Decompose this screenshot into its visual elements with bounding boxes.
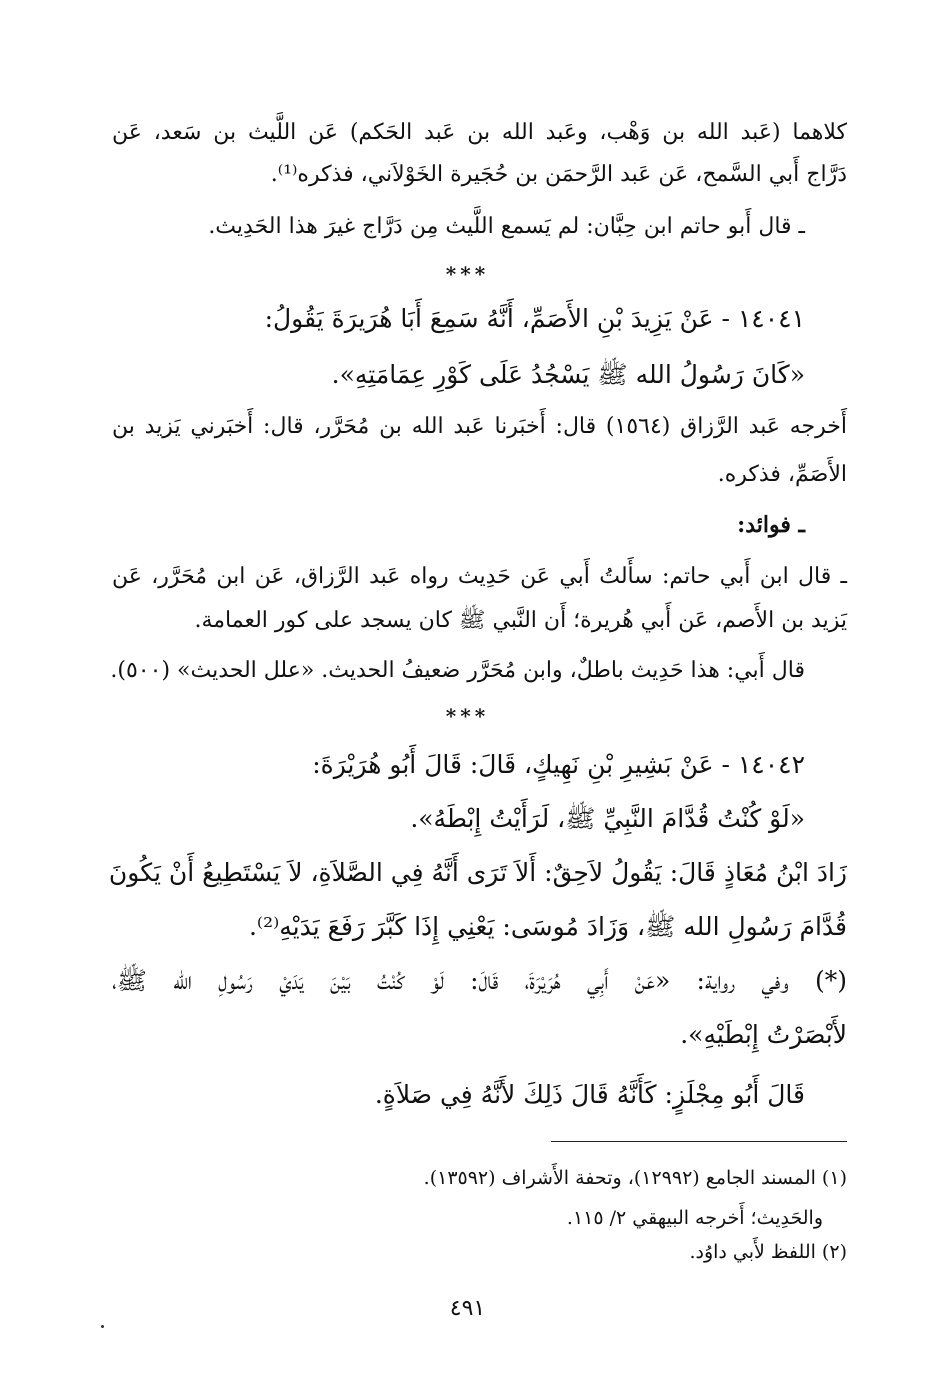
- hadith-title: ١٤٠٤٢ - عَنْ بَشِيرِ بْنِ نَهِيكٍ، قَالَ: قَالَ أَبُو هُرَيْرَةَ:: [312, 750, 805, 779]
- body-line: يَزيد بن الأَصم، عَن أَبي هُريرة؛ أَن النَّبي ﷺ كان يسجد على كور العمامة.: [194, 608, 847, 633]
- scan-speck: [101, 1325, 104, 1328]
- body-line: دَرَّاج أَبي السَّمح، عَن عَبد الرَّحمَن بن حُجَيرة الخَوْلاَني، فذكره⁽¹⁾.: [270, 162, 847, 187]
- footnote: (٢) اللفظ لأَبي داوُد.: [689, 1241, 847, 1263]
- body-line: ـ قال ابن أَبي حاتم: سأَلتُ أَبي عَن حَدِيث رواه عَبد الرَّزاق، عَن ابن مُحَرَّر، عَن: [112, 564, 847, 589]
- hadith-text: لأَبْصَرْتُ إِبْطَيْهِ».: [680, 1020, 847, 1049]
- section-separator: ***: [445, 262, 490, 286]
- body-line: كلاهما (عَبد الله بن وَهْب، وعَبد الله بن عَبد الحَكم) عَن اللَّيث بن سَعد، عَن: [112, 120, 847, 145]
- body-line: أَخرجه عَبد الرَّزاق (١٥٦٤) قال: أَخبَرنا عَبد الله بن مُحَرَّر، قال: أَخبَرني يَزيد بن: [112, 414, 847, 439]
- section-separator: ***: [445, 704, 490, 728]
- body-line: قال أَبي: هذا حَدِيث باطلٌ، وابن مُحَرَّر ضعيفُ الحديث. «علل الحديث» (٥٠٠).: [110, 658, 805, 683]
- body-line: ـ قال أَبو حاتم ابن حِبَّان: لم يَسمع اللَّيث مِن دَرَّاج غيرَ هذا الحَدِيث.: [208, 214, 805, 239]
- hadith-text: (*) وفي رواية: «عَنْ أَبِي هُرَيْرَةَ، قَالَ: لَوْ كُنْتُ بَيْنَ يَدَيْ رَسُولِ الله ﷺ،: [112, 966, 847, 995]
- hadith-text: «لَوْ كُنْتُ قُدَّامَ النَّبِيِّ ﷺ، لَرَأَيْتُ إِبْطَهُ».: [410, 804, 805, 833]
- footnote: والحَدِيث؛ أَخرجه البيهقي ٢/ ١١٥.: [566, 1207, 823, 1229]
- hadith-text: قُدَّامَ رَسُولِ الله ﷺ، وَزَادَ مُوسَى: يَعْنِي إِذَا كَبَّرَ رَفَعَ يَدَيْهِ⁽²⁾.: [248, 912, 847, 941]
- hadith-text: زَادَ ابْنُ مُعَاذٍ قَالَ: يَقُولُ لاَحِقٌ: أَلاَ تَرَى أَنَّهُ فِي الصَّلاَةِ، لاَ يَسْتَطِيعُ أَنْ يَكُونَ: [108, 858, 847, 887]
- hadith-text: «كَانَ رَسُولُ الله ﷺ يَسْجُدُ عَلَى كَوْرِ عِمَامَتِهِ».: [331, 360, 805, 389]
- page-number: ٤٩١: [449, 1296, 486, 1321]
- section-heading: ـ فوائد:: [737, 512, 805, 538]
- footnote-separator: [551, 1141, 847, 1142]
- body-line: الأَصَمِّ، فذكره.: [717, 462, 847, 487]
- hadith-title: ١٤٠٤١ - عَنْ يَزِيدَ بْنِ الأَصَمِّ، أَنَّهُ سَمِعَ أَبَا هُرَيرَةَ يَقُولُ:: [264, 304, 805, 333]
- footnote: (١) المسند الجامع (١٢٩٩٢)، وتحفة الأَشراف (١٣٥٩٢).: [423, 1167, 847, 1189]
- hadith-text: قَالَ أَبُو مِجْلَزٍ: كَأَنَّهُ قَالَ ذَلِكَ لأَنَّهُ فِي صَلاَةٍ.: [374, 1080, 805, 1109]
